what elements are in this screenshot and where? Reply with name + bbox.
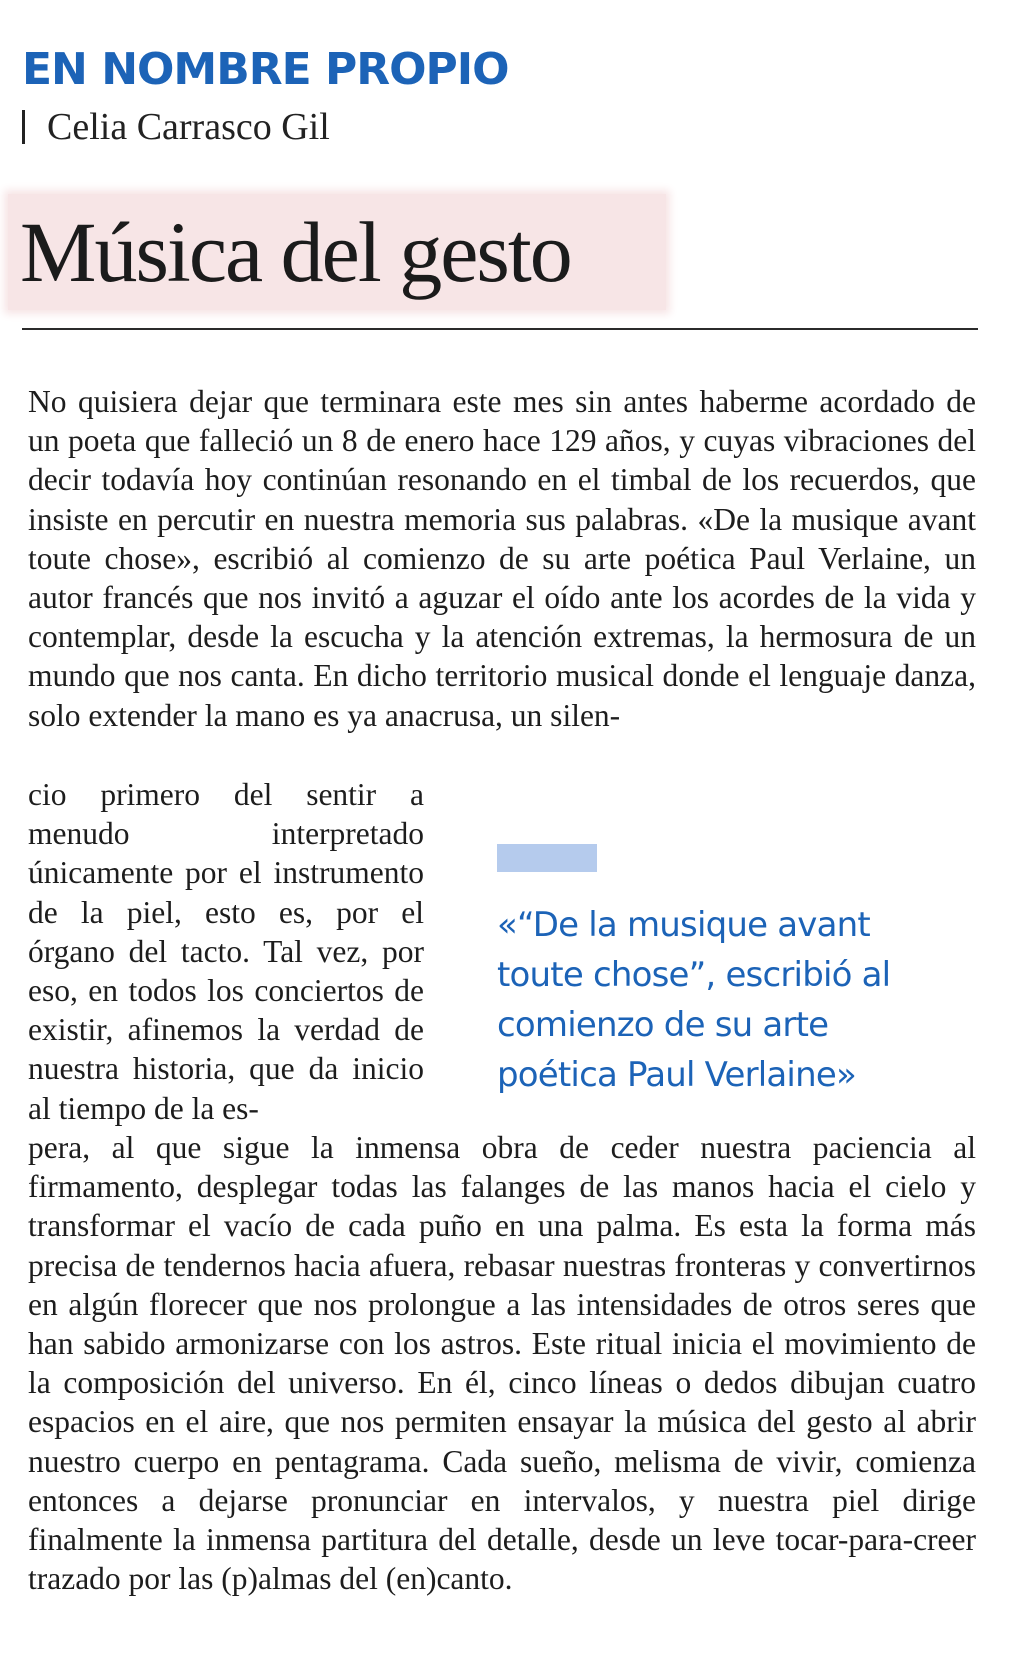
article-body-middle: cio primero del sentir a menudo interpretado únicamente por el instrumento de la piel, esto es, por el órgano del tacto. Tal vez, por eso, en todos los conciertos de existir, afinemos la verdad de nuestra historia, que da inicio al tiempo de la es-: [28, 777, 424, 1126]
pull-quote: «“De la musique avant toute chose”, escribió al comienzo de su arte poética Paul Verlaine»: [497, 905, 891, 1095]
article-title: Música del gesto: [20, 204, 571, 300]
title-divider: [22, 328, 978, 330]
author-name: Celia Carrasco Gil: [47, 106, 330, 148]
section-label: EN NOMBRE PROPIO: [22, 44, 509, 95]
article-body-top: No quisiera dejar que terminara este mes sin antes haberme acordado de un poeta que falleció un 8 de enero hace 129 años, y cuyas vibraciones del decir todavía hoy continúan resonando en el timbal de los recuerdos, que insiste en percutir en nuestra memoria sus palabras. «De la musique avant toute chose», escribió al comienzo de su arte poética Paul Verlaine, un autor francés que nos invitó a aguzar el oído ante los acordes de la vida y contemplar, desde la escucha y la atención extremas, la hermosura de un mundo que nos canta. En dicho territorio musical donde el lenguaje danza, solo extender la mano es ya anacrusa, un silen-: [28, 384, 976, 733]
byline-divider: [22, 110, 25, 144]
byline: [22, 104, 330, 150]
pull-quote-bar: [497, 844, 597, 872]
article-body-bottom: pera, al que sigue la inmensa obra de ceder nuestra paciencia al firmamento, desplegar todas las falanges de las manos hacia el cielo y transformar el vacío de cada puño en una palma. Es esta la forma más precisa de tendernos hacia afuera, rebasar nuestras fronteras y convertirnos en algún florecer que nos prolongue a las intensidades de otros seres que han sabido armonizarse con los astros. Este ritual inicia el movimiento de la composición del universo. En él, cinco líneas o dedos dibujan cuatro espacios en el aire, que nos permiten ensayar la música del gesto al abrir nuestro cuerpo en pentagrama. Cada sueño, melisma de vivir, comienza entonces a dejarse pronunciar en intervalos, y nuestra piel dirige finalmente la inmensa partitura del detalle, desde un leve tocar-para-creer trazado por las (p)almas del (en)canto.: [28, 1130, 976, 1597]
